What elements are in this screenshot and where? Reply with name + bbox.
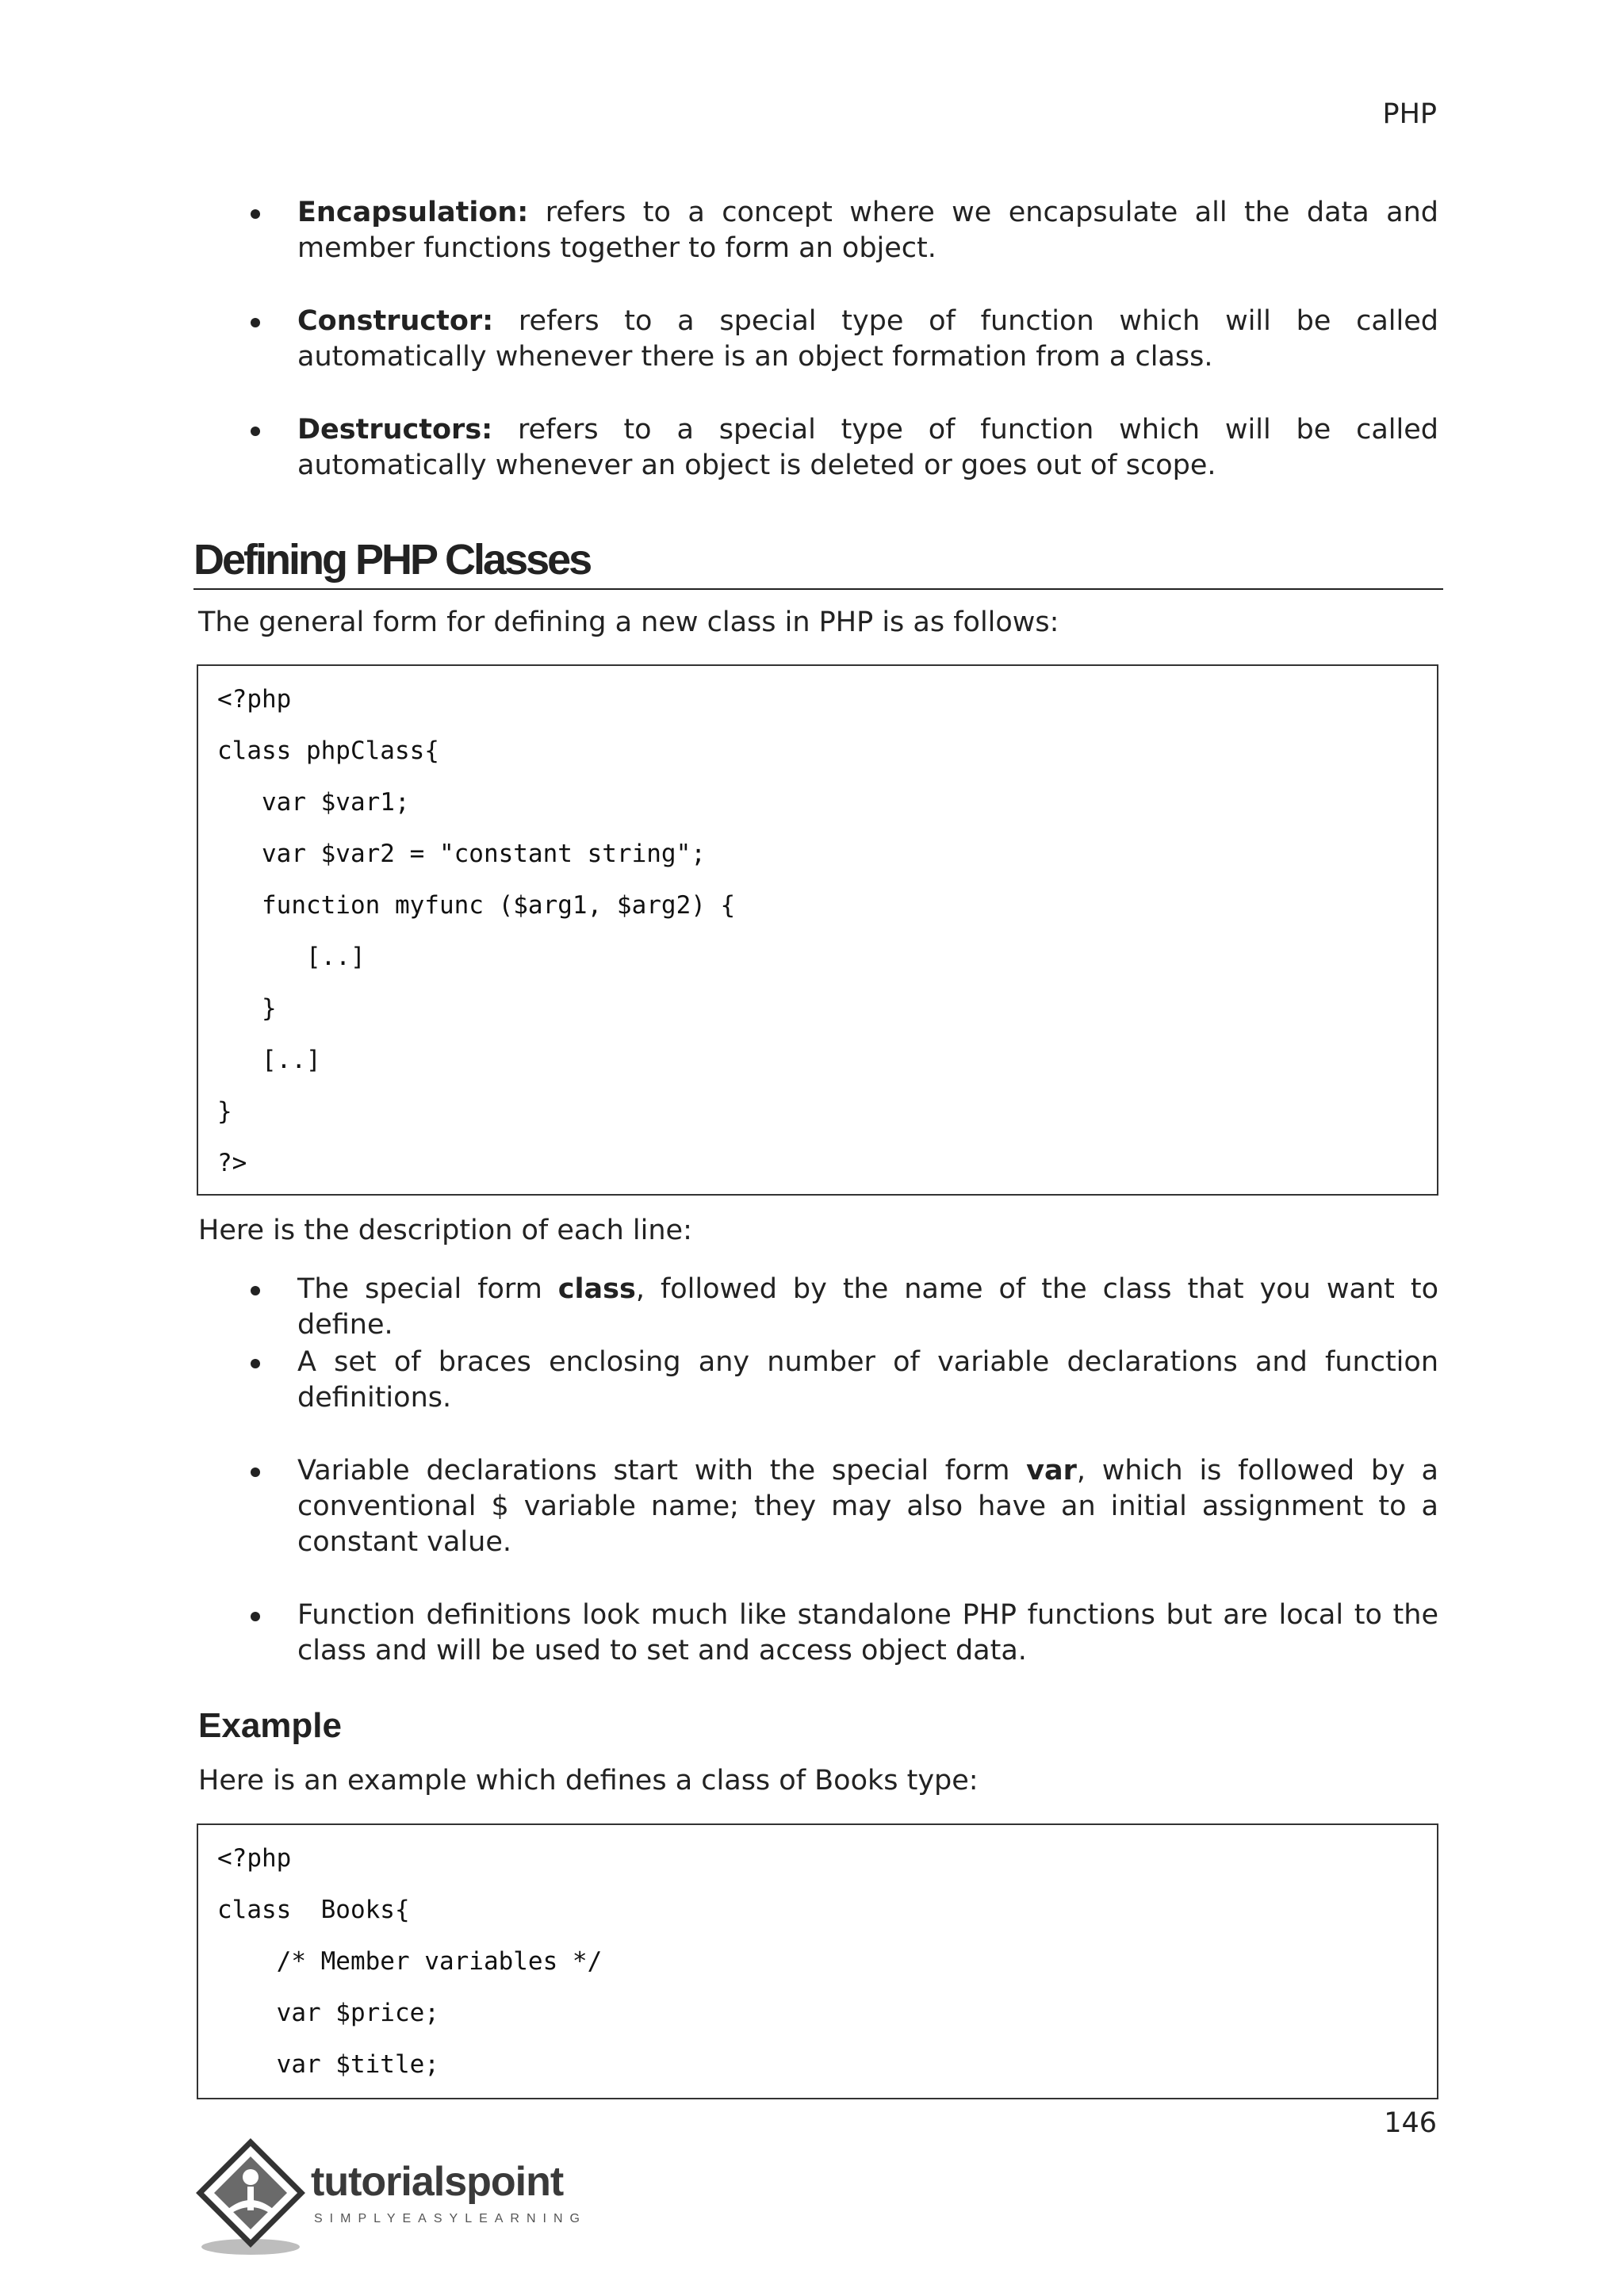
code-line: }	[217, 994, 277, 1023]
bullet-icon	[251, 209, 260, 219]
code-line: [..]	[217, 1046, 321, 1074]
item-text: A set of braces enclosing any number of variable declarations and function definitions.	[297, 1346, 1438, 1414]
code-line: class phpClass{	[217, 737, 439, 765]
logo-tagline: SIMPLYEASYLEARNING	[314, 2212, 587, 2225]
code-line: var $title;	[217, 2050, 439, 2079]
list-item	[198, 412, 1438, 484]
list-item	[198, 1345, 1438, 1416]
list-item	[198, 1272, 1438, 1341]
bullet-icon	[251, 1612, 260, 1621]
item-text: , which is followed by a conventional $ variable name; they may also have an initial assignment to a constant value.	[297, 1455, 1439, 1558]
list-item	[198, 1598, 1438, 1669]
item-text: Variable declarations start with the special form	[297, 1455, 1027, 1487]
term-label: Encapsulation:	[297, 197, 529, 228]
bullet-icon	[251, 1468, 260, 1477]
page-number: 146	[1384, 2107, 1437, 2139]
code-block-class-template	[197, 664, 1438, 1196]
logo-wordmark: tutorialspoint	[311, 2159, 564, 2205]
code-line: var $var1;	[217, 788, 410, 817]
code-line: ?>	[217, 1149, 247, 1177]
code-line: function myfunc ($arg1, $arg2) {	[217, 891, 736, 920]
item-text: , followed by the name of the class that you want to define.	[297, 1273, 1438, 1341]
code-block-books-example	[197, 1823, 1438, 2099]
keyword: var	[1026, 1455, 1077, 1487]
list-item	[198, 1453, 1438, 1560]
term-label: Constructor:	[297, 305, 494, 337]
code-line: <?php	[217, 685, 292, 714]
bullet-icon	[251, 318, 260, 327]
code-line: }	[217, 1097, 232, 1126]
code-line: class Books{	[217, 1896, 410, 1924]
running-header: PHP	[1382, 98, 1437, 130]
logo-icon	[193, 2136, 312, 2263]
intro-bullet-list	[198, 195, 1438, 484]
keyword: class	[557, 1273, 636, 1305]
section-title: Defining PHP Classes	[193, 531, 1443, 590]
term-description: refers to a special type of function which will be called automatically whenever there is an object formation from a class.	[297, 305, 1438, 373]
term-description: refers to a special type of function which will be called automatically whenever an object is deleted or goes out of scope.	[297, 414, 1438, 481]
bullet-icon	[251, 1359, 260, 1368]
code-line: /* Member variables */	[217, 1947, 603, 1976]
code-line: <?php	[217, 1844, 292, 1873]
bullet-icon	[251, 1286, 260, 1295]
bullet-icon	[251, 427, 260, 436]
code-line: var $var2 = "constant string";	[217, 840, 706, 868]
example-heading: Example	[198, 1706, 342, 1745]
code-line: var $price;	[217, 1999, 439, 2027]
description-bullet-list	[198, 1272, 1438, 1669]
example-intro: Here is an example which defines a class of Books type:	[198, 1765, 979, 1797]
code-line: [..]	[217, 943, 366, 971]
item-text: Function definitions look much like standalone PHP functions but are local to the class and will be used to set and access object data.	[297, 1599, 1438, 1667]
list-item	[198, 304, 1438, 375]
section-intro: The general form for defining a new class in PHP is as follows:	[198, 607, 1059, 638]
tutorialspoint-logo	[193, 2136, 606, 2263]
item-text: The special form	[297, 1273, 558, 1305]
term-description: refers to a concept where we encapsulate all the data and member functions together to form an object.	[297, 197, 1438, 264]
list-item	[198, 195, 1438, 266]
description-intro: Here is the description of each line:	[198, 1215, 692, 1246]
term-label: Destructors:	[297, 414, 493, 446]
